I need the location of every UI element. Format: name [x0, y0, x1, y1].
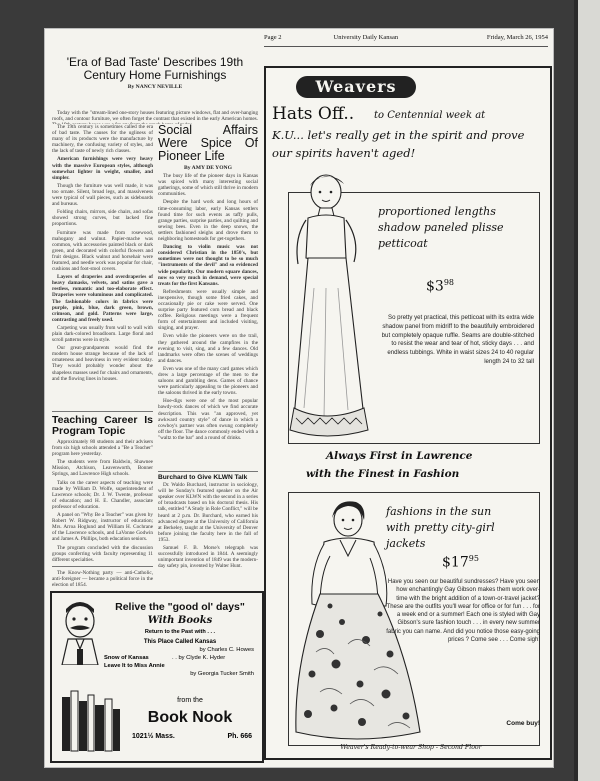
book-ad-headline: Relive the "good ol' days"	[115, 601, 245, 613]
page-number: Page 2	[264, 34, 282, 41]
petticoat-description: So pretty yet practical, this petticoat with its extra wide shadow panel from midriff to the beautifully embroidered but completely opaque ruffle. Seams are double-stitched to resist the wear and tear of hot, sticky days . . . and endless tubbings. White in waist sizes 24 to 40 regular length 24 to 32 tall	[381, 314, 534, 365]
bad-taste-intro	[52, 110, 258, 124]
jacket-description: Have you seen our beautiful sundresses? Have you seen how enchantingly Gay Gibson makes them work over-time with the bright addition of a town-or-travel jacket? These are the outfits you'll wear for office or for fun . . . for a week end or a summer! Each one is styled with Gay Gibson's sure fashion touch . . . in every new summer fabric you can name. And did you notice those easy-going prices ? Come see . . . Come sigh!	[386, 579, 540, 644]
petticoat-title-line-2: shadow paneled plisse	[378, 221, 504, 234]
petticoat-model-illustration	[284, 168, 384, 446]
weavers-ad	[264, 66, 552, 760]
klwn-paragraph: Samuel F. B. Morse's telegraph was successfully introduced in 1844. A seemingly unimportant invention of 1849 was the modern-day safety pin, invented by Walter Hunt.	[158, 545, 258, 570]
social-paragraph: Despite the hard work and long hours of time-consuming labor, early Kansas settlers found time for such events as taffy pulls, grange parties, surprise parties, and quilting and sewing bees. Even in the deep snows, the settlers fashioned sleighs and drove them to neighboring homesteads for get-togethers.	[158, 199, 258, 243]
article-divider	[52, 411, 153, 412]
jacket-title-line-3: jackets	[386, 537, 426, 550]
bad-taste-column	[52, 124, 153, 404]
jacket-title-line-2: with pretty city-girl	[386, 521, 495, 534]
social-title: Social Affairs Were Spice Of Pioneer Life	[158, 124, 258, 163]
social-paragraph: Hoe-digs were one of the most popular bawdy-rock dances of which we find accurate description. This was "an approved, yet awkward country style" of dance in which a cowboy's partner was often swung completely off the floor. The dance commonly ended with a "waltz to the bar" and a round of drinks.	[158, 398, 258, 441]
spirit-line: K.U... let's really get in the spirit and prove	[272, 128, 525, 142]
issue-date: Friday, March 26, 1954	[486, 34, 548, 41]
old-timer-face-illustration	[58, 601, 102, 665]
social-paragraph: Refreshments were usually simple and inexpensive, though some fried cakes, and occasionally pie or cake were served. One surprise party featured corn bread and black coffee. Religious meetings were a frequent form of entertainment and included visiting, singing, and prayer.	[158, 288, 258, 332]
bad-taste-paragraph: The 19th century is sometimes called the era of bad taste. The causes for the ugliness of many of its products were the manufacture by machinery, the confusing variety of styles, and the lack of taste of newly rich classes.	[52, 124, 153, 155]
jacket-title	[386, 504, 544, 552]
petticoat-price-cents: 98	[443, 278, 455, 287]
book-nook-ad	[50, 591, 264, 763]
petticoat-title	[378, 204, 544, 252]
bad-taste-title: 'Era of Bad Taste' Describes 19th Century Home Furnishings	[66, 56, 244, 82]
stacked-books-illustration	[60, 687, 122, 753]
petticoat-price-dollars: $3	[426, 278, 444, 295]
hats-off-headline: Hats Off..	[272, 104, 355, 124]
book-title-3: Leave It to Miss Annie	[104, 663, 165, 669]
book-ad-return: Return to the Past with . . .	[144, 629, 216, 635]
header-rule	[264, 46, 548, 47]
bad-taste-paragraph: Furniture was made from rosewood, mahogany and walnut. Papier-mache was common, with accessories painted black or dark green, and decorated with colorful flowers and fruit designs. Black walnut and horsehair were featured, and needle work was popular for chair, cushions and foot-stool covers.	[52, 229, 153, 273]
klwn-article	[158, 468, 258, 586]
klwn-title: Burchard to Give KLWN Talk	[158, 474, 248, 481]
bad-taste-paragraph: Carpeting was usually from wall to wall with plain dark-colored broadloom. Large floral and scroll patterns were in style.	[52, 324, 153, 344]
book-nook-address: 1021½ Mass.	[132, 733, 175, 740]
social-byline: By AMY DE YONG	[184, 165, 232, 171]
book-ad-with-books: With Books	[147, 615, 213, 626]
article-divider	[52, 566, 153, 567]
centennial-line: to Centennial week at	[374, 110, 486, 121]
teaching-paragraph: The program concluded with the discussion groups conferring with faculty representing 11 different specialties.	[52, 544, 153, 563]
next-page-edge	[578, 0, 600, 781]
petticoat-title-line-3: petticoat	[378, 237, 428, 250]
jacket-price-dollars: $17	[442, 554, 469, 571]
slogan-line-1: Always First in Lawrence	[326, 450, 473, 462]
bad-taste-paragraph: American furnishings were very heavy with the massive European styles, although somewhat lighter in weight, smaller, and simpler.	[52, 156, 153, 181]
social-paragraph: Even was one of the many card games which drew a large percentage of the men to the saloons and gambling dens. Games of chance were particularly appealing to the pioneers and the saloons thrived in the early towns.	[158, 365, 258, 397]
bad-taste-headline-block	[52, 56, 258, 106]
jacket-price-cents: 95	[468, 554, 479, 563]
bad-taste-paragraph: Though the furniture was well made, it was too ornate. Silent, broad legs, and massiveness were typical of wall pieces, such as sideboards and bureaus.	[52, 182, 153, 208]
teaching-paragraph: Talks on the career aspects of teaching were made by William D. Wolfe, superintendent of Lawrence schools; Dr. J. W. Twente, professor of education; and H. E. Chandler, associate professor of education.	[52, 479, 153, 510]
teaching-paragraph: Approximately 80 students and their advisers from six high schools attended a "Be a Teacher" program here yesterday.	[52, 439, 153, 458]
book-author-3: by Georgia Tucker Smith	[190, 671, 254, 677]
book-author-1: by Charles C. Howes	[199, 647, 254, 653]
social-paragraph: Dancing to violin music was not considered Christian in the 1850's, but sometimes were not thought to be so much "instruments of the devil" and so evidenced wide popularity. Our modern square dances, now so very much in demand, were special treats for the first Kansans.	[158, 244, 258, 287]
teaching-paragraph: The students were from Baldwin, Shawnee Mission, Atchison, Leavenworth, Bonner Springs, and Lawrence High schools.	[52, 459, 153, 478]
teaching-article	[52, 408, 153, 586]
weavers-logo: Weavers	[315, 77, 397, 96]
article-divider	[158, 471, 258, 472]
bad-taste-paragraph: Layers of draperies and overdraperies of heavy damasks, velvets, and satins gave a restless, romantic and too-elaborate effect. Draperies were voluminous and complicated. The fashionable colors in fabrics were purple, pink, blue, dark green, brown, crimson, and gold. Patterns were large, contrasting and freely used.	[52, 274, 153, 323]
jacket-title-line-1: fashions in the sun	[386, 505, 492, 518]
book-title-2: Snow of Kansas	[104, 655, 149, 661]
book-nook-phone: Ph. 666	[227, 733, 252, 740]
petticoat-price	[426, 278, 486, 295]
social-article	[158, 124, 258, 466]
book-author-2: . . by Clyde K. Hyder	[172, 655, 226, 661]
jacket-price	[442, 554, 512, 571]
spirits-line: our spirits haven't aged!	[272, 146, 416, 160]
page-header	[264, 34, 548, 46]
book-title-1: This Place Called Kansas	[143, 639, 217, 645]
bad-taste-byline: By NANCY NEVILLE	[127, 84, 183, 90]
teaching-paragraph: The Know-Nothing party — anti-Catholic, anti-foreigner — became a political force in the election of 1854.	[52, 569, 153, 586]
social-paragraph: The busy life of the pioneer days in Kansas was spiced with many interesting social gatherings, some of which still thrive in modern communities.	[158, 173, 258, 198]
weavers-footer: Weaver's Ready-to-wear Shop - Second Floor	[340, 744, 482, 751]
newspaper-name: University Daily Kansan	[333, 34, 399, 41]
social-paragraph: Even while the pioneers were on the trail, they gathered around the campfires in the evening to visit, sing, and a few dances. Old landmarks were often the scenes of weddings and dances.	[158, 333, 258, 364]
newspaper-page	[44, 28, 554, 768]
teaching-title: Teaching Career Is Program Topic	[52, 414, 153, 437]
bad-taste-paragraph: Today with the "stream-lined one-story houses featuring picture windows, flat and over-hanging roofs, and contour furniture, we often forget the contrast that existed in the early American homes.	[52, 110, 258, 123]
bad-taste-paragraph: Folding chairs, mirrors, side chairs, and sofas showed strong curves, but lacked fine proportions.	[52, 209, 153, 228]
book-ad-from: from the	[177, 697, 203, 704]
bad-taste-paragraph: Our great-grandparents would find the modern house strange because of the lack of ornateness and heaviness in very evident today. They would probably wonder about the shapeless masses used for chairs and ornaments, and the flowing lines in houses.	[52, 345, 153, 382]
jacket-come-buy: Come buy!	[506, 720, 540, 727]
slogan-line-2: with the Finest in Fashion	[306, 468, 460, 480]
teaching-paragraph: A panel on "Why Be a Teacher" was given by Robert W. Ridgway, instructor of education; Mrs. Arroa Hoglund and William H. Cochrane of the Lawrence schools, and LaVonne Godwin and James A. Phillips, both education seniors.	[52, 512, 153, 543]
petticoat-title-line-1: proportioned lengths	[378, 205, 496, 218]
book-nook-name: Book Nook	[147, 709, 233, 726]
klwn-paragraph: Dr. Waldo Burchard, instructor in sociology, will be Sunday's featured speaker on the Air speaker over KLWN with the second in a series of broadcasts based on his doctoral thesis. His talk, entitled "A Study in Role Conflict," will be heard at 2 p.m. Dr. Burchard, who earned his advanced degree at the University of California at Berkeley, taught at the University of Denver before joining the faculty here in the fall of 1953.	[158, 482, 258, 543]
